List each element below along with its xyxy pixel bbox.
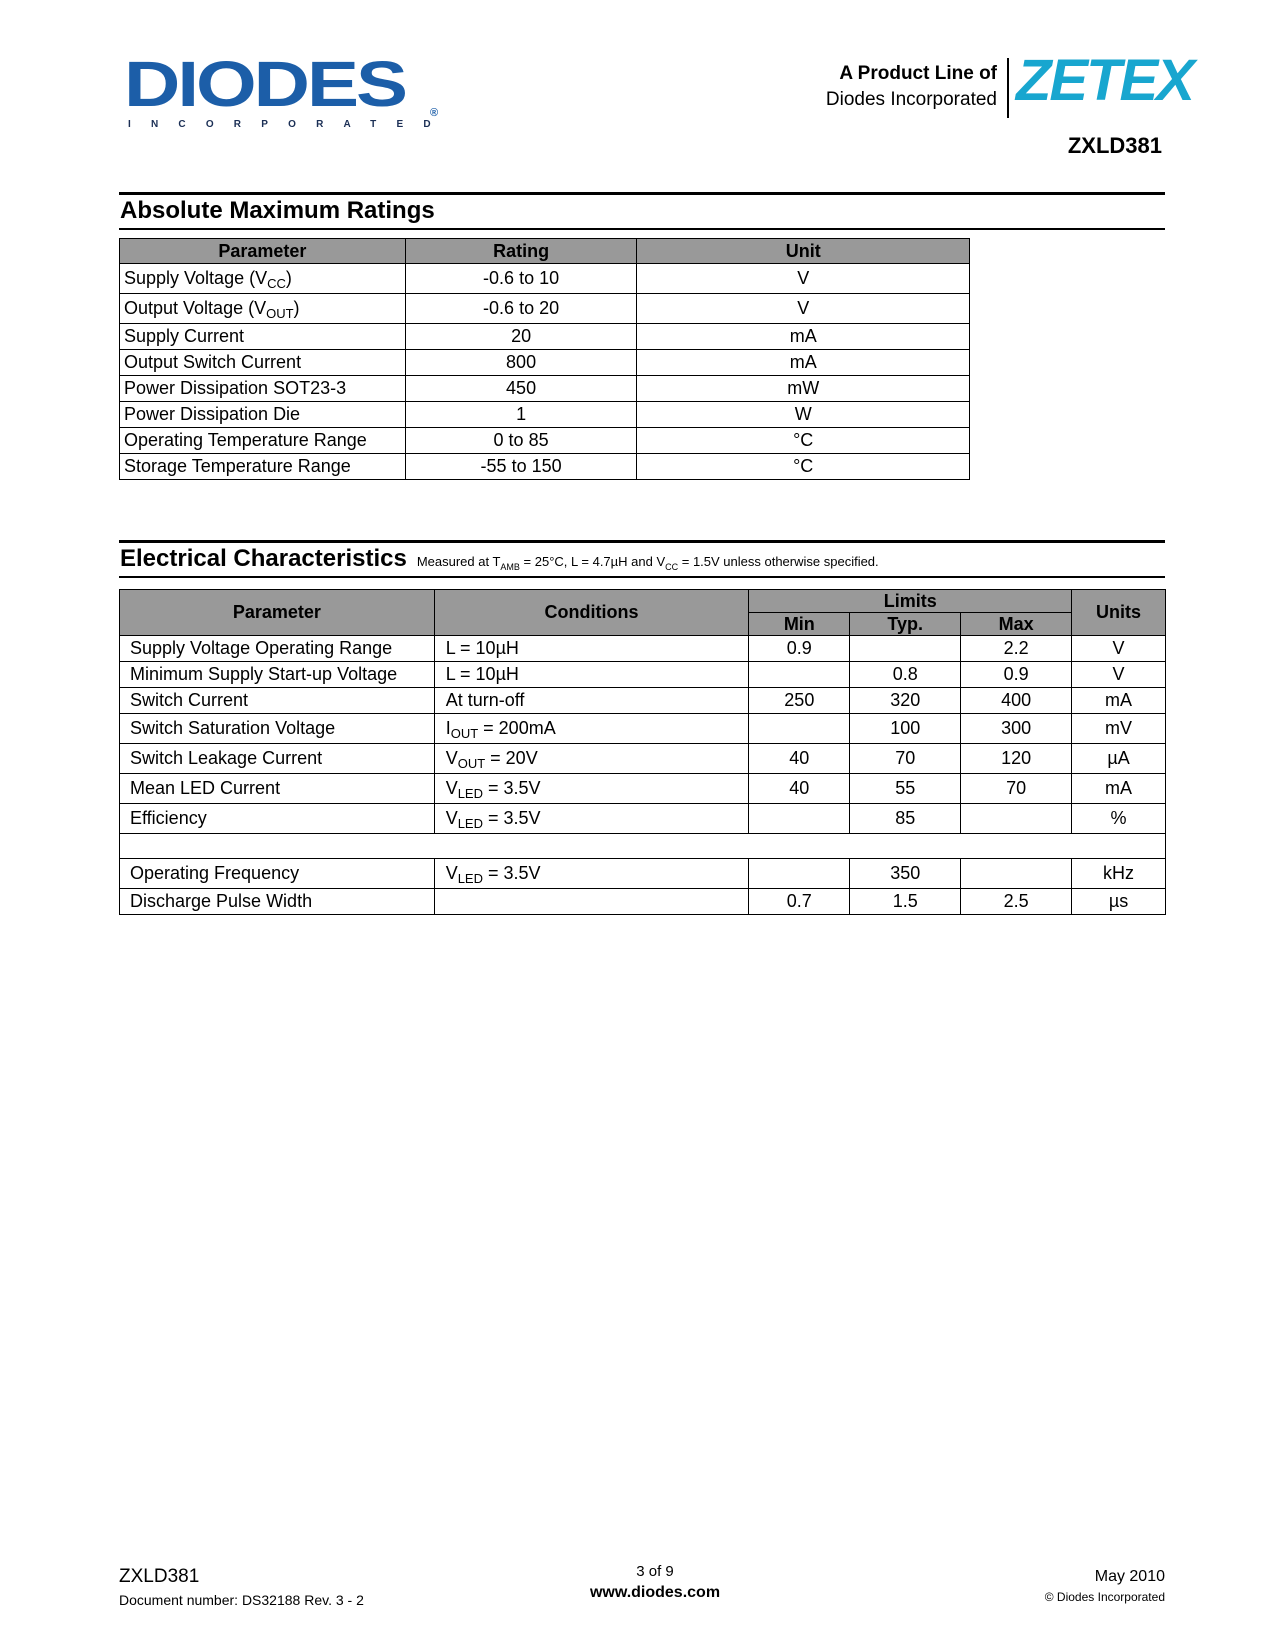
typ-cell: 0.8 [850, 662, 961, 688]
parameter-cell: Mean LED Current [120, 774, 435, 804]
rating-cell: -55 to 150 [405, 454, 637, 480]
header-min: Min [749, 613, 850, 636]
max-cell [961, 804, 1072, 834]
rating-cell: -0.6 to 10 [405, 264, 637, 294]
min-cell [749, 859, 850, 889]
section-rule-top [119, 192, 1165, 195]
zetex-logo: ZETEX [1016, 48, 1193, 113]
parameter-cell: Minimum Supply Start-up Voltage [120, 662, 435, 688]
max-cell: 2.5 [961, 889, 1072, 915]
max-cell [961, 859, 1072, 889]
parameter-text: Output Voltage (V [124, 298, 267, 318]
table-row [120, 454, 970, 480]
parameter-cell [120, 402, 406, 428]
table-header-row [120, 239, 970, 264]
conditions-cell [434, 774, 749, 804]
parameter-tail: ) [293, 298, 300, 318]
units-cell: kHz [1072, 859, 1166, 889]
header-unit: Unit [637, 239, 970, 264]
condition-text: I [445, 718, 451, 738]
parameter-cell: Switch Leakage Current [120, 744, 435, 774]
rating-cell: 1 [405, 402, 637, 428]
min-cell [749, 662, 850, 688]
unit-cell: W [637, 402, 970, 428]
product-line-label: A Product Line of [839, 63, 997, 84]
max-cell: 400 [961, 688, 1072, 714]
parameter-subscript: CC [267, 276, 286, 291]
parameter-text: Storage Temperature Range [124, 456, 351, 476]
units-cell: V [1072, 636, 1166, 662]
table-row [120, 402, 970, 428]
units-cell: mV [1072, 714, 1166, 744]
spacer-row [120, 834, 1166, 859]
product-line-company: Diodes Incorporated [825, 89, 997, 110]
parameter-text: Supply Current [124, 326, 245, 346]
header-conditions: Conditions [434, 590, 749, 636]
min-cell: 0.7 [749, 889, 850, 915]
units-cell: µs [1072, 889, 1166, 915]
conditions-cell: L = 10µH [434, 636, 749, 662]
units-cell: V [1072, 662, 1166, 688]
condition-tail: = 20V [485, 748, 538, 768]
absolute-maximum-ratings-table [119, 238, 970, 480]
typ-cell: 55 [850, 774, 961, 804]
table-row [120, 859, 1166, 889]
parameter-text: Operating Temperature Range [124, 430, 367, 450]
typ-cell: 1.5 [850, 889, 961, 915]
typ-cell: 85 [850, 804, 961, 834]
rating-cell: -0.6 to 20 [405, 294, 637, 324]
section-rule-top [119, 540, 1165, 543]
footer-page-number: 3 of 9 [636, 1563, 674, 1580]
parameter-text: Power Dissipation SOT23-3 [124, 378, 347, 398]
unit-cell: °C [637, 428, 970, 454]
condition-subscript: LED [457, 816, 483, 831]
min-cell: 250 [749, 688, 850, 714]
footer-website-link[interactable]: www.diodes.com [589, 1584, 721, 1601]
parameter-cell: Discharge Pulse Width [120, 889, 435, 915]
max-cell: 120 [961, 744, 1072, 774]
table-row [120, 714, 1166, 744]
registered-mark: ® [430, 107, 439, 119]
units-cell: mA [1072, 688, 1166, 714]
typ-cell: 350 [850, 859, 961, 889]
condition-tail: = 200mA [478, 718, 556, 738]
logo-wordmark: DIODES [124, 47, 406, 121]
typ-cell: 70 [850, 744, 961, 774]
parameter-cell: Supply Voltage Operating Range [120, 636, 435, 662]
rating-cell: 20 [405, 324, 637, 350]
table-row [120, 350, 970, 376]
header-units: Units [1072, 590, 1166, 636]
electrical-characteristics-table [119, 589, 1166, 915]
condition-tail: = 3.5V [483, 863, 541, 883]
header-typ: Typ. [850, 613, 961, 636]
unit-cell: mA [637, 324, 970, 350]
unit-cell: °C [637, 454, 970, 480]
rating-cell: 800 [405, 350, 637, 376]
parameter-tail: ) [285, 268, 292, 288]
condition-subscript: OUT [450, 726, 479, 741]
parameter-cell [120, 324, 406, 350]
footer-document-number: Document number: DS32188 Rev. 3 - 2 [119, 1592, 364, 1608]
typ-cell: 320 [850, 688, 961, 714]
table-row [120, 264, 970, 294]
condition-subscript: LED [457, 786, 483, 801]
min-cell: 40 [749, 744, 850, 774]
unit-cell: V [637, 264, 970, 294]
parameter-cell [120, 294, 406, 324]
parameter-text: Supply Voltage (V [124, 268, 268, 288]
table-row [120, 294, 970, 324]
footer-copyright: © Diodes Incorporated [1044, 1590, 1165, 1604]
ec-conditions-note: Measured at $T_{AMB} = 25^\circ C$, L = 4.7µH and $V_{CC} = 1.5V$ unless otherwise specified. [416, 554, 879, 572]
parameter-cell [120, 454, 406, 480]
typ-cell [850, 636, 961, 662]
parameter-cell [120, 350, 406, 376]
condition-subscript: OUT [457, 756, 486, 771]
min-cell: 0.9 [749, 636, 850, 662]
units-cell: % [1072, 804, 1166, 834]
parameter-cell [120, 264, 406, 294]
section-rule-bottom [119, 228, 1165, 230]
min-cell: 40 [749, 774, 850, 804]
condition-tail: = 3.5V [483, 808, 541, 828]
amr-title: Absolute Maximum Ratings [120, 197, 435, 224]
spacer-cell [120, 834, 1166, 859]
header-divider [1007, 58, 1009, 118]
min-cell [749, 714, 850, 744]
parameter-cell: Switch Saturation Voltage [120, 714, 435, 744]
parameter-cell: Operating Frequency [120, 859, 435, 889]
table-row [120, 324, 970, 350]
section-rule-bottom [119, 576, 1165, 578]
condition-subscript: LED [457, 871, 483, 886]
rating-cell: 0 to 85 [405, 428, 637, 454]
conditions-cell [434, 714, 749, 744]
part-number: ZXLD381 [1067, 133, 1162, 158]
table-row [120, 688, 1166, 714]
logo-subtext: INCORPORATED [128, 119, 451, 130]
parameter-cell: Switch Current [120, 688, 435, 714]
ec-title-text: Electrical Characteristics [120, 545, 407, 572]
unit-cell: mW [637, 376, 970, 402]
parameter-cell: Efficiency [120, 804, 435, 834]
conditions-cell [434, 804, 749, 834]
header-parameter: Parameter [120, 590, 435, 636]
units-cell: mA [1072, 774, 1166, 804]
conditions-cell [434, 744, 749, 774]
conditions-cell [434, 859, 749, 889]
table-row [120, 636, 1166, 662]
parameter-text: Power Dissipation Die [124, 404, 301, 424]
condition-text: V [445, 778, 458, 798]
table-row [120, 662, 1166, 688]
condition-text: V [445, 863, 458, 883]
max-cell: 70 [961, 774, 1072, 804]
rating-cell: 450 [405, 376, 637, 402]
unit-cell: V [637, 294, 970, 324]
typ-cell: 100 [850, 714, 961, 744]
parameter-text: Output Switch Current [124, 352, 302, 372]
unit-cell: mA [637, 350, 970, 376]
conditions-cell: At turn-off [434, 688, 749, 714]
table-row [120, 804, 1166, 834]
condition-text: V [445, 748, 458, 768]
parameter-subscript: OUT [266, 306, 294, 321]
header-parameter: Parameter [120, 239, 406, 264]
max-cell: 2.2 [961, 636, 1072, 662]
table-row [120, 428, 970, 454]
table-header-row [120, 590, 1166, 613]
table-row [120, 744, 1166, 774]
ec-title [120, 545, 879, 573]
conditions-cell [434, 889, 749, 915]
max-cell: 300 [961, 714, 1072, 744]
condition-text: V [445, 808, 458, 828]
units-cell: µA [1072, 744, 1166, 774]
max-cell: 0.9 [961, 662, 1072, 688]
min-cell [749, 804, 850, 834]
parameter-cell [120, 428, 406, 454]
table-row [120, 774, 1166, 804]
footer-part: ZXLD381 [119, 1566, 200, 1587]
conditions-cell: L = 10µH [434, 662, 749, 688]
header-limits: Limits [749, 590, 1072, 613]
footer-date: May 2010 [1094, 1568, 1165, 1585]
diodes-logo [124, 47, 451, 140]
table-row [120, 376, 970, 402]
header-rating: Rating [405, 239, 637, 264]
header-max: Max [961, 613, 1072, 636]
parameter-cell [120, 376, 406, 402]
condition-tail: = 3.5V [483, 778, 541, 798]
table-row [120, 889, 1166, 915]
